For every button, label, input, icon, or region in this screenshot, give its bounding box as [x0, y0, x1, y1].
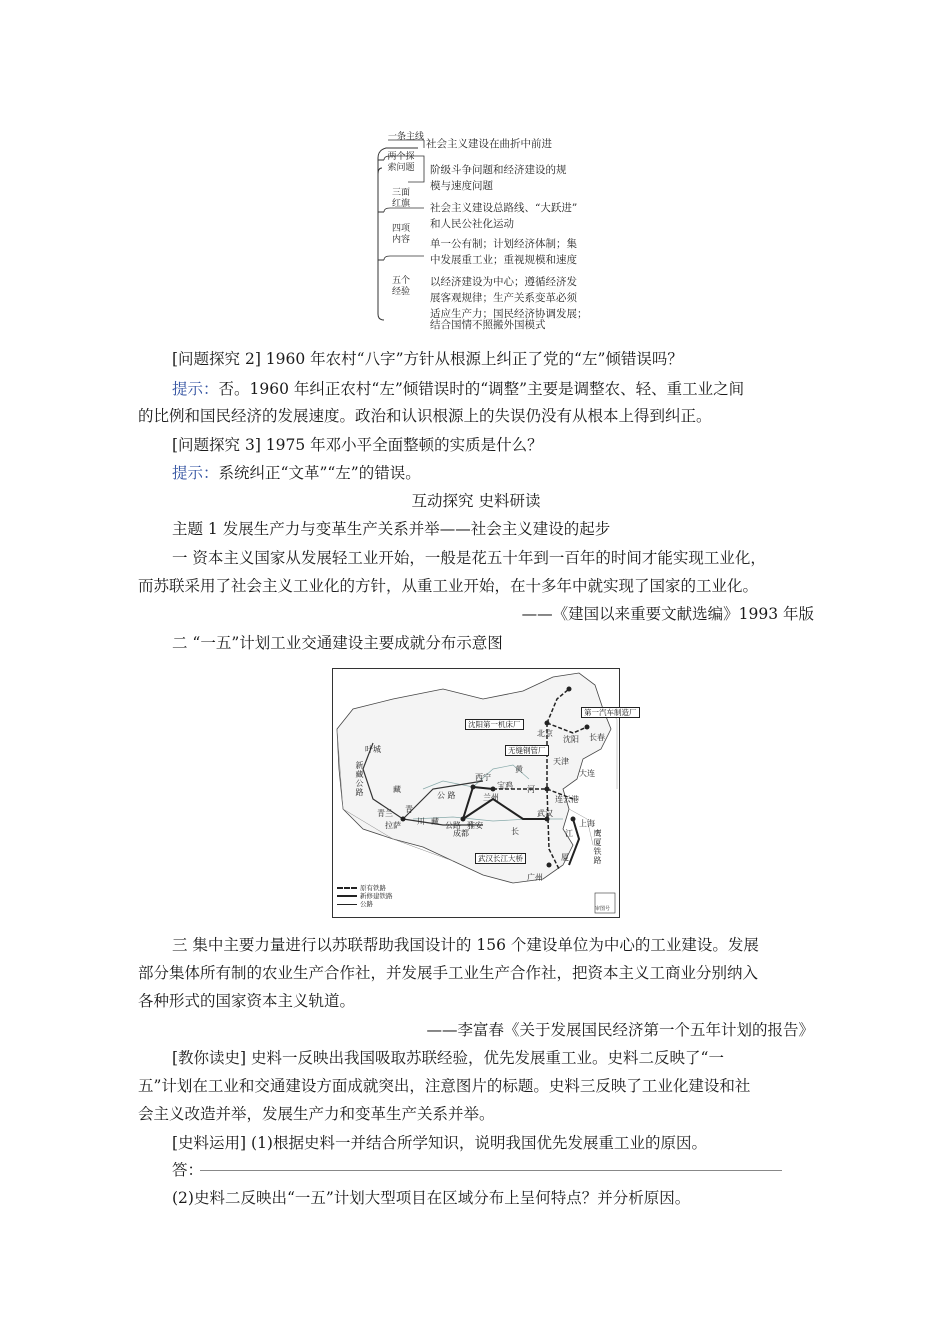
label-xia: 厦 [561, 853, 569, 862]
label-qing: 青 [405, 805, 413, 814]
label-faw: 第一汽车制造厂 [581, 707, 640, 718]
text-five-1: 以经济建设为中心；遵循经济发 [430, 276, 577, 288]
city-marker [547, 863, 552, 868]
label-yaan: 雅安 [467, 821, 483, 830]
q2-question: [问题探究 2] 1960 年农村“八字”方针从根源上纠正了党的“左”倾错误吗？ [172, 350, 683, 368]
q3-answer-line [172, 463, 421, 483]
source1-line2: 而苏联采用了社会主义工业化的方针，从重工业开始，在十多年中就实现了国家的工业化。 [138, 577, 759, 595]
q3-question: [问题探究 3] 1975 年邓小平全面整顿的实质是什么？ [172, 436, 543, 454]
city-marker [401, 817, 406, 822]
label-qinghai: 青兰 [377, 809, 393, 818]
label-two-problems: 两个探索问题 [387, 152, 415, 173]
label-changchun: 长春 [589, 733, 605, 742]
text-three-flags-2: 和人民公社化运动 [430, 218, 514, 230]
city-marker [545, 721, 550, 726]
text-four-contents-2: 中发展重工业；重视规模和速度 [430, 254, 577, 266]
source3-line3: 各种形式的国家资本主义轨道。 [138, 992, 356, 1010]
section-title: 互动探究 史料研读 [411, 492, 541, 510]
label-xinzang-road: 新藏公路 [355, 761, 364, 797]
concept-diagram [368, 128, 628, 331]
source2-title: 二 “一五”计划工业交通建设主要成就分布示意图 [172, 634, 503, 652]
text-two-problems-1: 阶级斗争问题和经济建设的规 [430, 164, 567, 176]
label-zang1: 藏 [393, 785, 401, 794]
source3-line1: 三 集中主要力量进行以苏联帮助我国设计的 156 个建设单位为中心的工业建设。发展 [172, 936, 759, 954]
label-chengdu: 成都 [453, 829, 469, 838]
label-jiang: 江 [565, 829, 573, 838]
label-gonglu2: 公路 [445, 821, 461, 830]
legend-new-rail [337, 892, 393, 900]
text-five-2: 展客观规律；生产关系变革必须 [430, 292, 577, 304]
label-main-line: 一条主线 [387, 132, 424, 142]
label-chang: 长 [511, 827, 519, 836]
label-three-flags: 三面红旗 [391, 188, 410, 209]
label-four-contents: 四项内容 [391, 224, 410, 245]
city-marker [585, 725, 590, 730]
source1-citation: ——《建国以来重要文献选编》1993 年版 [521, 605, 814, 623]
legend-old-rail [337, 884, 393, 892]
label-he: 河 [527, 785, 535, 794]
apply-q2: (2)史料二反映出“一五”计划大型项目在区域分布上呈何特点？并分析原因。 [172, 1189, 691, 1207]
text-two-problems-2: 模与速度问题 [430, 180, 493, 192]
legend-road-label: 公路 [360, 900, 373, 908]
china-map [332, 668, 637, 918]
label-shenyang-tool: 沈阳第一机床厂 [465, 719, 524, 730]
text-five-4: 结合国情不照搬外国模式 [430, 319, 546, 331]
teach-line2: 五”计划在工业和交通建设方面成就突出，注意图片的标题。史料三反映了工业化建设和社 [138, 1077, 751, 1095]
label-baoji: 宝鸡 [497, 781, 513, 790]
label-beijing: 北京 [537, 729, 553, 738]
city-marker [571, 817, 576, 822]
answer-label: 答： [172, 1161, 204, 1179]
source1-line1: 一 资本主义国家从发展轻工业开始，一般是花五十年到一百年的时间才能实现工业化， [172, 549, 766, 567]
label-dalian: 大连 [579, 769, 595, 778]
apply-q1: [史料运用] (1)根据史料一并结合所学知识，说明我国优先发展重工业的原因。 [172, 1134, 707, 1152]
map-legend [337, 884, 393, 908]
legend-road [337, 900, 393, 908]
label-lianyungang: 连云港 [555, 795, 579, 804]
q2-answer-line1 [172, 379, 744, 399]
q2-hint-label: 提示： [172, 380, 219, 398]
label-shanghai: 上海 [579, 819, 595, 828]
label-wuhan: 武汉 [537, 809, 553, 818]
source3-citation: ——李富春《关于发展国民经济第一个五年计划的报告》 [426, 1021, 814, 1039]
label-anshan: 无缝钢管厂 [505, 745, 549, 756]
label-huang: 黄 [515, 765, 523, 774]
city-marker [545, 787, 550, 792]
source3-line2: 部分集体所有制的农业生产合作社，并发展手工业生产合作社，把资本主义工商业分别纳入 [138, 964, 759, 982]
legend-new-rail-label: 新修建铁路 [360, 892, 393, 900]
label-tianjin: 天津 [553, 757, 569, 766]
label-credit: 审图号 [595, 906, 611, 912]
label-sichuan: 川 [417, 817, 425, 826]
label-lhasa: 拉萨 [385, 821, 401, 830]
label-xining: 西宁 [475, 773, 491, 782]
q3-answer-text: 系统纠正“文革”“左”的错误。 [218, 464, 421, 482]
city-marker [567, 687, 572, 692]
teach-line1: [教你读史] 史料一反映出我国吸取苏联经验，优先发展重工业。史料二反映了“一 [172, 1049, 724, 1067]
text-five-3: 适应生产力；国民经济协调发展； [430, 308, 588, 320]
text-three-flags-1: 社会主义建设总路线、“大跃进” [430, 202, 578, 214]
map-graphic [333, 669, 619, 917]
label-guangzhou: 广州 [527, 873, 543, 882]
text-four-contents-1: 单一公有制；计划经济体制；集 [430, 238, 577, 250]
teach-line3: 会主义改造并举，发展生产力和变革生产关系并举。 [138, 1105, 495, 1123]
label-lanzhou: 兰州 [483, 793, 499, 802]
q3-hint-label: 提示： [172, 464, 219, 482]
label-shenyang: 沈阳 [563, 735, 579, 744]
label-zang2: 藏 [431, 817, 439, 826]
label-gonglu1: 公 路 [437, 791, 456, 800]
label-yingxia: 鹰厦铁路 [593, 829, 602, 865]
label-bridge: 武汉长江大桥 [475, 853, 526, 864]
answer-line[interactable] [200, 1170, 782, 1171]
city-marker [471, 785, 476, 790]
legend-old-rail-label: 原有铁路 [360, 884, 386, 892]
theme1-heading: 主题 1 发展生产力与变革生产关系并举——社会主义建设的起步 [172, 520, 611, 538]
text-main-line: 社会主义建设在曲折中前进 [426, 138, 552, 150]
q2-answer-line2: 的比例和国民经济的发展速度。政治和认识根源上的失误仍没有从根本上得到纠正。 [138, 407, 712, 425]
city-marker [461, 817, 466, 822]
label-yecheng: 叶城 [365, 745, 381, 754]
city-marker [491, 787, 496, 792]
label-five-experiences: 五个经验 [391, 276, 410, 297]
q2-answer-text: 否。1960 年纠正农村“左”倾错误时的“调整”主要是调整农、轻、重工业之间 [218, 380, 745, 398]
